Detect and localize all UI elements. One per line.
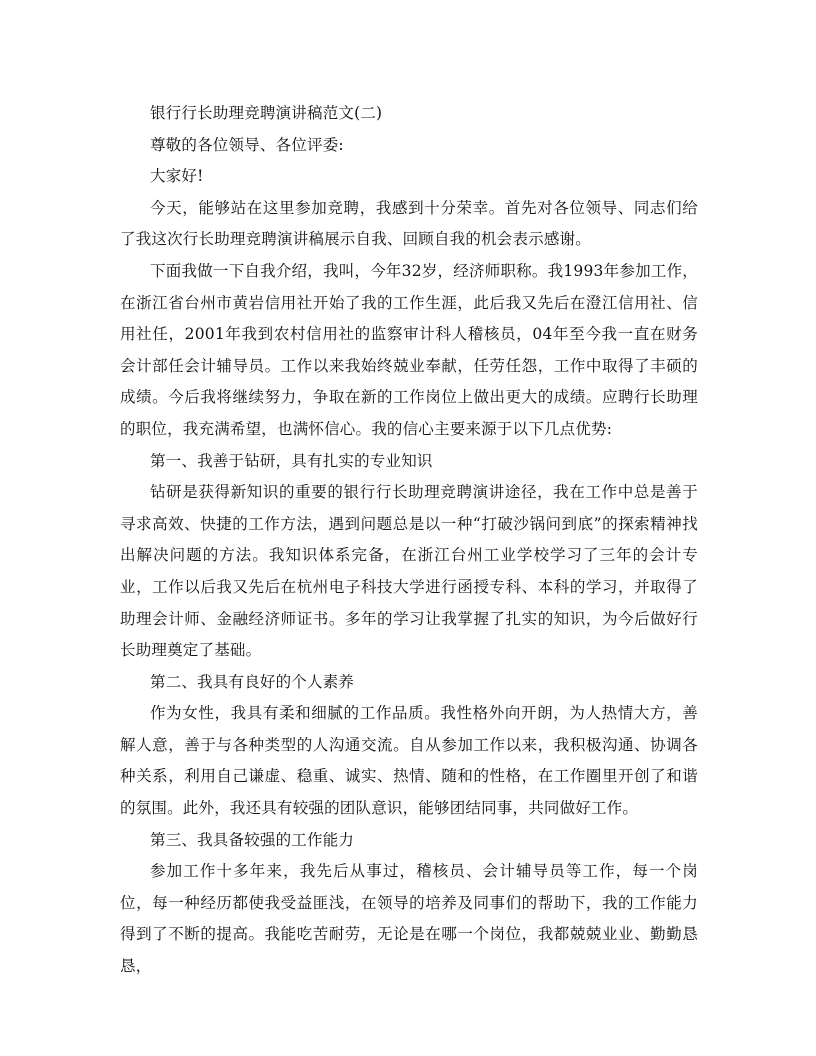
salutation: 尊敬的各位领导、各位评委:	[150, 135, 344, 154]
intro-paragraph: 今天，能够站在这里参加竞聘，我感到十分荣幸。首先对各位领导、同志们给了我这次行长助理竞聘演讲稿展示自我、回顾自我的机会表示感谢。	[120, 198, 698, 249]
section-heading-3: 第三、我具备较强的工作能力	[150, 830, 355, 849]
section-heading-1: 第一、我善于钻研，具有扎实的专业知识	[150, 451, 433, 470]
section-heading-2: 第二、我具有良好的个人素养	[150, 672, 355, 691]
document-title: 银行行长助理竞聘演讲稿范文(二)	[150, 104, 383, 122]
section-body-2: 作为女性，我具有柔和细腻的工作品质。我性格外向开朗，为人热情大方，善解人意，善于与各种类型的人沟通交流。自从参加工作以来，我积极沟通、协调各种关系，利用自己谦虚、稳重、诚实、热情、随和的性格，在工作圈里开创了和谐的氛围。此外，我还具有较强的团队意识，能够团结同事，共同做好工作。	[120, 704, 698, 818]
section-body-1: 钻研是获得新知识的重要的银行行长助理竞聘演讲途径，我在工作中总是善于寻求高效、快捷的工作方法，遇到问题总是以一种“打破沙锅问到底”的探索精神找出解决问题的方法。我知识体系完备，在浙江台州工业学校学习了三年的会计专业，工作以后我又先后在杭州电子科技大学进行函授专科、本科的学习，并取得了助理会计师、金融经济师证书。多年的学习让我掌握了扎实的知识，为今后做好行长助理奠定了基础。	[120, 483, 698, 660]
self-introduction-paragraph: 下面我做一下自我介绍，我叫，今年32岁，经济师职称。我1993年参加工作，在浙江省台州市黄岩信用社开始了我的工作生涯，此后我又先后在澄江信用社、信用社任，2001年我到农村信用社的监察审计科人稽核员，04年至今我一直在财务会计部任会计辅导员。工作以来我始终兢业奉献，任劳任怨，工作中取得了丰硕的成绩。今后我将继续努力，争取在新的工作岗位上做出更大的成绩。应聘行长助理的职位，我充满希望，也满怀信心。我的信心主要来源于以下几点优势:	[120, 261, 698, 438]
greeting: 大家好!	[150, 167, 204, 186]
document-page	[120, 98, 698, 983]
section-body-3: 参加工作十多年来，我先后从事过，稽核员、会计辅导员等工作，每一个岗位，每一种经历都使我受益匪浅，在领导的培养及同事们的帮助下，我的工作能力得到了不断的提高。我能吃苦耐劳，无论是在哪一个岗位，我都兢兢业业、勤勤恳恳，	[120, 862, 698, 976]
